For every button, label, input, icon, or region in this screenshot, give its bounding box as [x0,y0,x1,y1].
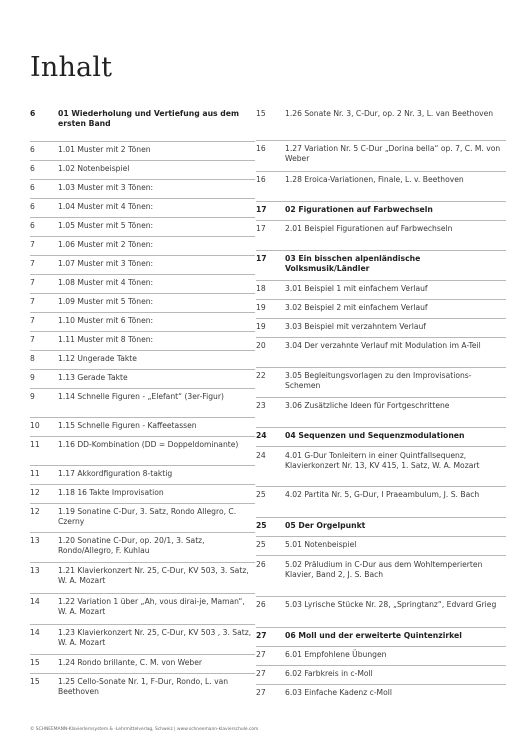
toc-entry-row [256,486,506,517]
toc-page-number: 6 [30,202,35,211]
toc-entry-text: 1.26 Sonate Nr. 3, C-Dur, op. 2 Nr. 3, L. van Beethoven [285,109,494,118]
toc-entry-row [256,140,506,171]
toc-entry-row [256,596,506,627]
toc-page-number: 19 [256,303,266,312]
toc-entry-text: 3.03 Beispiel mit verzahntem Verlauf [285,322,426,331]
toc-page-number: 11 [30,440,40,449]
toc-entry-text: 1.21 Klavierkonzert Nr. 25, C-Dur, KV 503, 3. Satz, W. A. Mozart [58,566,249,586]
toc-entry-text: 3.02 Beispiel 2 mit einfachem Verlauf [285,303,428,312]
toc-entry-row [30,417,255,436]
toc-entry-text: 1.23 Klavierkonzert Nr. 25, C-Dur, KV 503 , 3. Satz, W. A. Mozart [58,628,252,648]
toc-entry-row [30,331,255,350]
toc-entry-text: 01 Wiederholung und Vertiefung aus dem ersten Band [58,109,240,129]
toc-entry-text: 1.16 DD-Kombination (DD = Doppeldominante) [58,440,239,449]
toc-entry-text: 1.07 Muster mit 3 Tönen: [58,259,154,268]
toc-page-number: 8 [30,354,35,363]
toc-page-number: 27 [256,688,266,697]
toc-page-number: 11 [30,469,40,478]
toc-entry-text: 3.01 Beispiel 1 mit einfachem Verlauf [285,284,428,293]
toc-entry-text: 1.25 Cello-Sonate Nr. 1, F-Dur, Rondo, L. van Beethoven [58,677,229,697]
toc-entry-text: 6.02 Farbkreis in c-Moll [285,669,373,678]
toc-page-number: 12 [30,507,40,516]
toc-page-number: 19 [256,322,266,331]
toc-page-number: 9 [30,392,35,401]
toc-entry-text: 1.02 Notenbeispiel [58,164,130,173]
toc-entry-text: 1.12 Ungerade Takte [58,354,137,363]
toc-entry-row [30,593,255,624]
toc-page-number: 17 [256,254,267,263]
toc-entry-row [30,179,255,198]
toc-entry-row [256,299,506,318]
toc-entry-row [30,141,255,160]
toc-page-number: 7 [30,240,35,249]
toc-page-number: 12 [30,488,40,497]
toc-page-number: 10 [30,421,40,430]
toc-entry-text: 3.05 Begleitungsvorlagen zu den Improvisations-Schemen [285,371,472,391]
toc-entry-row [30,369,255,388]
toc-entry-text: 1.17 Akkordfiguration 8-taktig [58,469,173,478]
toc-right-column [256,106,506,703]
toc-entry-row [30,274,255,293]
toc-entry-text: 05 Der Orgelpunkt [285,521,366,530]
toc-entry-row [30,350,255,369]
toc-page-number: 26 [256,600,266,609]
toc-page-number: 14 [30,628,40,637]
toc-entry-row [30,624,255,654]
toc-chapter-row [256,250,506,280]
toc-page-number: 20 [256,341,266,350]
toc-page-number: 15 [30,658,40,667]
toc-entry-text: 1.08 Muster mit 4 Tönen: [58,278,154,287]
toc-entry-text: 1.01 Muster mit 2 Tönen [58,145,151,154]
toc-page-number: 16 [256,144,266,153]
toc-entry-text: 4.02 Partita Nr. 5, G-Dur, I Praeambulum, J. S. Bach [285,490,480,499]
toc-entry-text: 3.04 Der verzahnte Verlauf mit Modulation im A-Teil [285,341,481,350]
toc-entry-row [256,536,506,555]
toc-page-number: 18 [256,284,266,293]
toc-page-number: 9 [30,373,35,382]
page-title: Inhalt [30,52,113,83]
toc-entry-text: 1.04 Muster mit 4 Tönen: [58,202,154,211]
toc-entry-text: 1.27 Variation Nr. 5 C-Dur „Dorina bella“ op. 7, C. M. von Weber [285,144,501,164]
toc-page-number: 22 [256,371,266,380]
toc-entry-row [256,397,506,427]
toc-chapter-row [256,627,506,646]
toc-entry-row [30,503,255,532]
toc-page-number: 17 [256,205,267,214]
toc-page-number: 7 [30,259,35,268]
toc-page-number: 7 [30,335,35,344]
toc-page-number: 27 [256,650,266,659]
toc-page-number: 15 [30,677,40,686]
toc-page-number: 6 [30,145,35,154]
toc-page-number: 13 [30,566,40,575]
toc-page-number: 27 [256,631,267,640]
toc-entry-text: 1.19 Sonatine C-Dur, 3. Satz, Rondo Allegro, C. Czerny [58,507,237,527]
toc-page-number: 16 [256,175,266,184]
toc-entry-text: 1.06 Muster mit 2 Tönen: [58,240,154,249]
toc-page-number: 26 [256,560,266,569]
toc-page-number: 6 [30,109,36,118]
toc-entry-row [30,388,255,417]
toc-entry-row [256,280,506,299]
toc-page-number: 25 [256,521,267,530]
toc-entry-row [30,198,255,217]
toc-entry-row [30,673,255,699]
toc-page-number: 15 [256,109,266,118]
toc-page-number: 7 [30,278,35,287]
toc-page-number: 13 [30,536,40,545]
toc-chapter-row [256,201,506,220]
toc-entry-row [30,217,255,236]
toc-entry-text: 2.01 Beispiel Figurationen auf Farbwechseln [285,224,453,233]
toc-entry-row [30,436,255,465]
toc-entry-text: 5.02 Präludium in C-Dur aus dem Wohltemperierten Klavier, Band 2, J. S. Bach [285,560,483,580]
toc-entry-row [30,160,255,179]
toc-entry-text: 6.01 Empfohlene Übungen [285,650,387,659]
toc-entry-text: 03 Ein bisschen alpenländische Volksmusik/Ländler [285,254,421,274]
toc-page-number: 25 [256,490,266,499]
toc-entry-text: 5.01 Notenbeispiel [285,540,357,549]
toc-page-number: 7 [30,297,35,306]
toc-entry-text: 1.11 Muster mit 8 Tönen: [58,335,154,344]
toc-entry-text: 1.13 Gerade Takte [58,373,128,382]
toc-chapter-row [256,427,506,446]
toc-entry-row [256,220,506,250]
toc-entry-row [30,484,255,503]
toc-page-number: 24 [256,451,266,460]
toc-chapter-row [256,517,506,536]
toc-entry-text: 1.15 Schnelle Figuren - Kaffeetassen [58,421,197,430]
toc-entry-text: 1.18 16 Takte Improvisation [58,488,164,497]
toc-entry-text: 02 Figurationen auf Farbwechseln [285,205,433,214]
toc-entry-row [30,236,255,255]
toc-entry-row [30,255,255,274]
toc-entry-text: 5.03 Lyrische Stücke Nr. 28, „Springtanz“, Edvard Grieg [285,600,497,609]
toc-page-number: 23 [256,401,266,410]
toc-entry-row [256,646,506,665]
toc-page-number: 24 [256,431,267,440]
toc-entry-row [30,312,255,331]
toc-entry-row [30,293,255,312]
toc-page-number: 6 [30,221,35,230]
toc-entry-text: 1.20 Sonatine C-Dur, op. 20/1, 3. Satz, Rondo/Allegro, F. Kuhlau [58,536,205,556]
toc-page-number: 14 [30,597,40,606]
toc-page-number: 25 [256,540,266,549]
toc-entry-row [256,684,506,703]
toc-entry-row [256,337,506,367]
toc-page-number: 27 [256,669,266,678]
toc-entry-row [30,465,255,484]
toc-page-number: 7 [30,316,35,325]
toc-entry-text: 1.24 Rondo brillante, C. M. von Weber [58,658,203,667]
toc-entry-text: 1.03 Muster mit 3 Tönen: [58,183,154,192]
toc-page-number: 6 [30,164,35,173]
toc-entry-text: 1.05 Muster mit 5 Tönen: [58,221,154,230]
toc-entry-row [30,562,255,593]
toc-entry-text: 1.28 Eroica-Variationen, Finale, L. v. Beethoven [285,175,464,184]
toc-entry-text: 6.03 Einfache Kadenz c-Moll [285,688,392,697]
toc-entry-row [30,654,255,673]
footer-copyright: © SCHNEEMANN-Klavierlernsystem & -Lehrmittelverlag, Schweiz | www.schneemann-klavierschule.com [30,727,259,732]
toc-entry-row [256,446,506,486]
toc-left-column [30,106,255,699]
toc-chapter-row [30,106,255,141]
toc-entry-text: 1.10 Muster mit 6 Tönen: [58,316,154,325]
toc-page-number: 6 [30,183,35,192]
toc-entry-row [256,555,506,596]
toc-entry-text: 1.09 Muster mit 5 Tönen: [58,297,154,306]
toc-entry-text: 06 Moll und der erweiterte Quintenzirkel [285,631,462,640]
toc-page-number: 17 [256,224,266,233]
toc-entry-row [256,106,506,140]
toc-entry-row [256,665,506,684]
toc-entry-row [256,367,506,397]
toc-entry-text: 1.14 Schnelle Figuren - „Elefant“ (3er-Figur) [58,392,224,401]
toc-entry-text: 1.22 Variation 1 über „Ah, vous dirai-je, Maman“, W. A. Mozart [58,597,245,617]
toc-entry-text: 04 Sequenzen und Sequenzmodulationen [285,431,465,440]
toc-entry-row [256,318,506,337]
toc-entry-text: 4.01 G-Dur Tonleitern in einer Quintfallsequenz, Klavierkonzert Nr. 13, KV 415, 1. Satz, W. A. Mozart [285,451,480,471]
toc-entry-row [30,532,255,562]
toc-entry-row [256,171,506,201]
toc-entry-text: 3.06 Zusätzliche Ideen für Fortgeschrittene [285,401,450,410]
